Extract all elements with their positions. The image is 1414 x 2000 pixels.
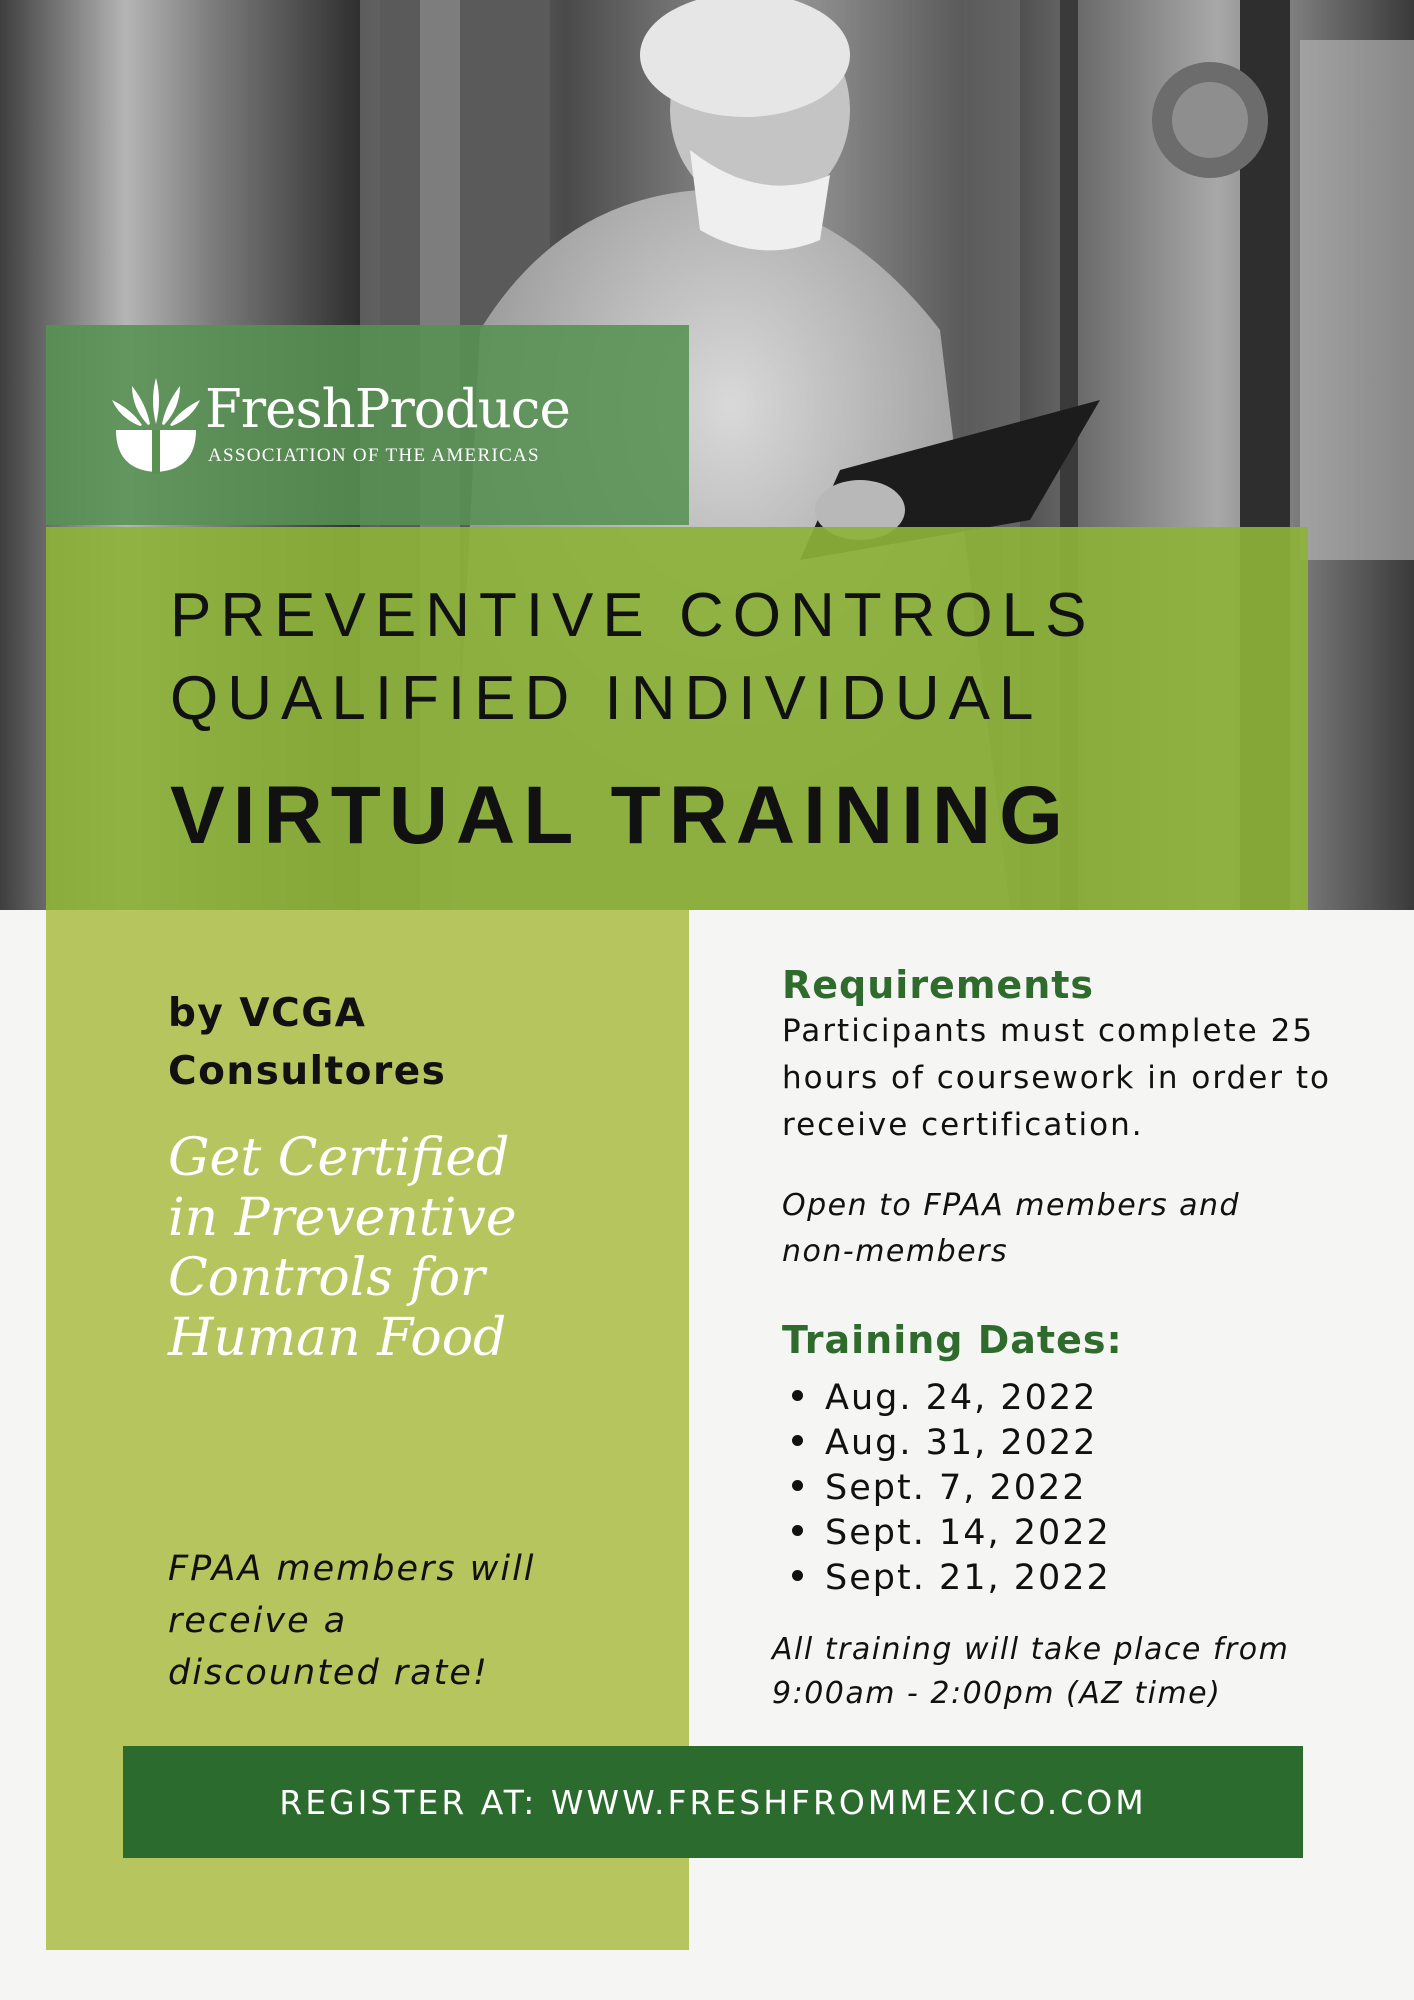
brand-subtitle: ASSOCIATION OF THE AMERICAS [208, 445, 540, 466]
list-item [782, 1421, 1111, 1466]
requirements-text: Participants must complete 25 hours of coursework in order to receive certification. [782, 1013, 1331, 1143]
title-line-2: QUALIFIED INDIVIDUAL [170, 664, 1043, 733]
bullet-icon [792, 1570, 803, 1581]
requirements-heading: Requirements [782, 963, 1095, 1007]
list-item [782, 1511, 1111, 1556]
bullet-icon [792, 1390, 803, 1401]
date-text: Aug. 31, 2022 [825, 1423, 1098, 1463]
provider-byline: by VCGA Consultores [168, 991, 447, 1094]
tagline: Get Certified in Preventive Controls for Human Food [168, 1128, 517, 1368]
leaf-sprout-icon [110, 378, 202, 474]
date-text: Aug. 24, 2022 [825, 1378, 1098, 1418]
eligibility-note: Open to FPAA members and non-members [782, 1188, 1241, 1269]
register-link[interactable] [123, 1746, 1303, 1858]
discount-note: FPAA members will receive a discounted rate! [168, 1549, 536, 1693]
training-dates-list [782, 1376, 1111, 1601]
list-item [782, 1556, 1111, 1601]
page-title: VIRTUAL TRAINING [170, 770, 1071, 861]
list-item [782, 1466, 1111, 1511]
title-line-1: PREVENTIVE CONTROLS [170, 581, 1096, 650]
bullet-icon [792, 1480, 803, 1491]
list-item [782, 1376, 1111, 1421]
schedule-note: All training will take place from 9:00am - 2:00pm (AZ time) [772, 1632, 1290, 1711]
brand-name: FreshProduce [205, 379, 570, 440]
bullet-icon [792, 1435, 803, 1446]
date-text: Sept. 14, 2022 [825, 1513, 1111, 1553]
register-label: REGISTER AT: WWW.FRESHFROMMEXICO.COM [279, 1782, 1147, 1822]
date-text: Sept. 7, 2022 [825, 1468, 1087, 1508]
bullet-icon [792, 1525, 803, 1536]
training-dates-heading: Training Dates: [782, 1318, 1123, 1362]
date-text: Sept. 21, 2022 [825, 1558, 1111, 1598]
